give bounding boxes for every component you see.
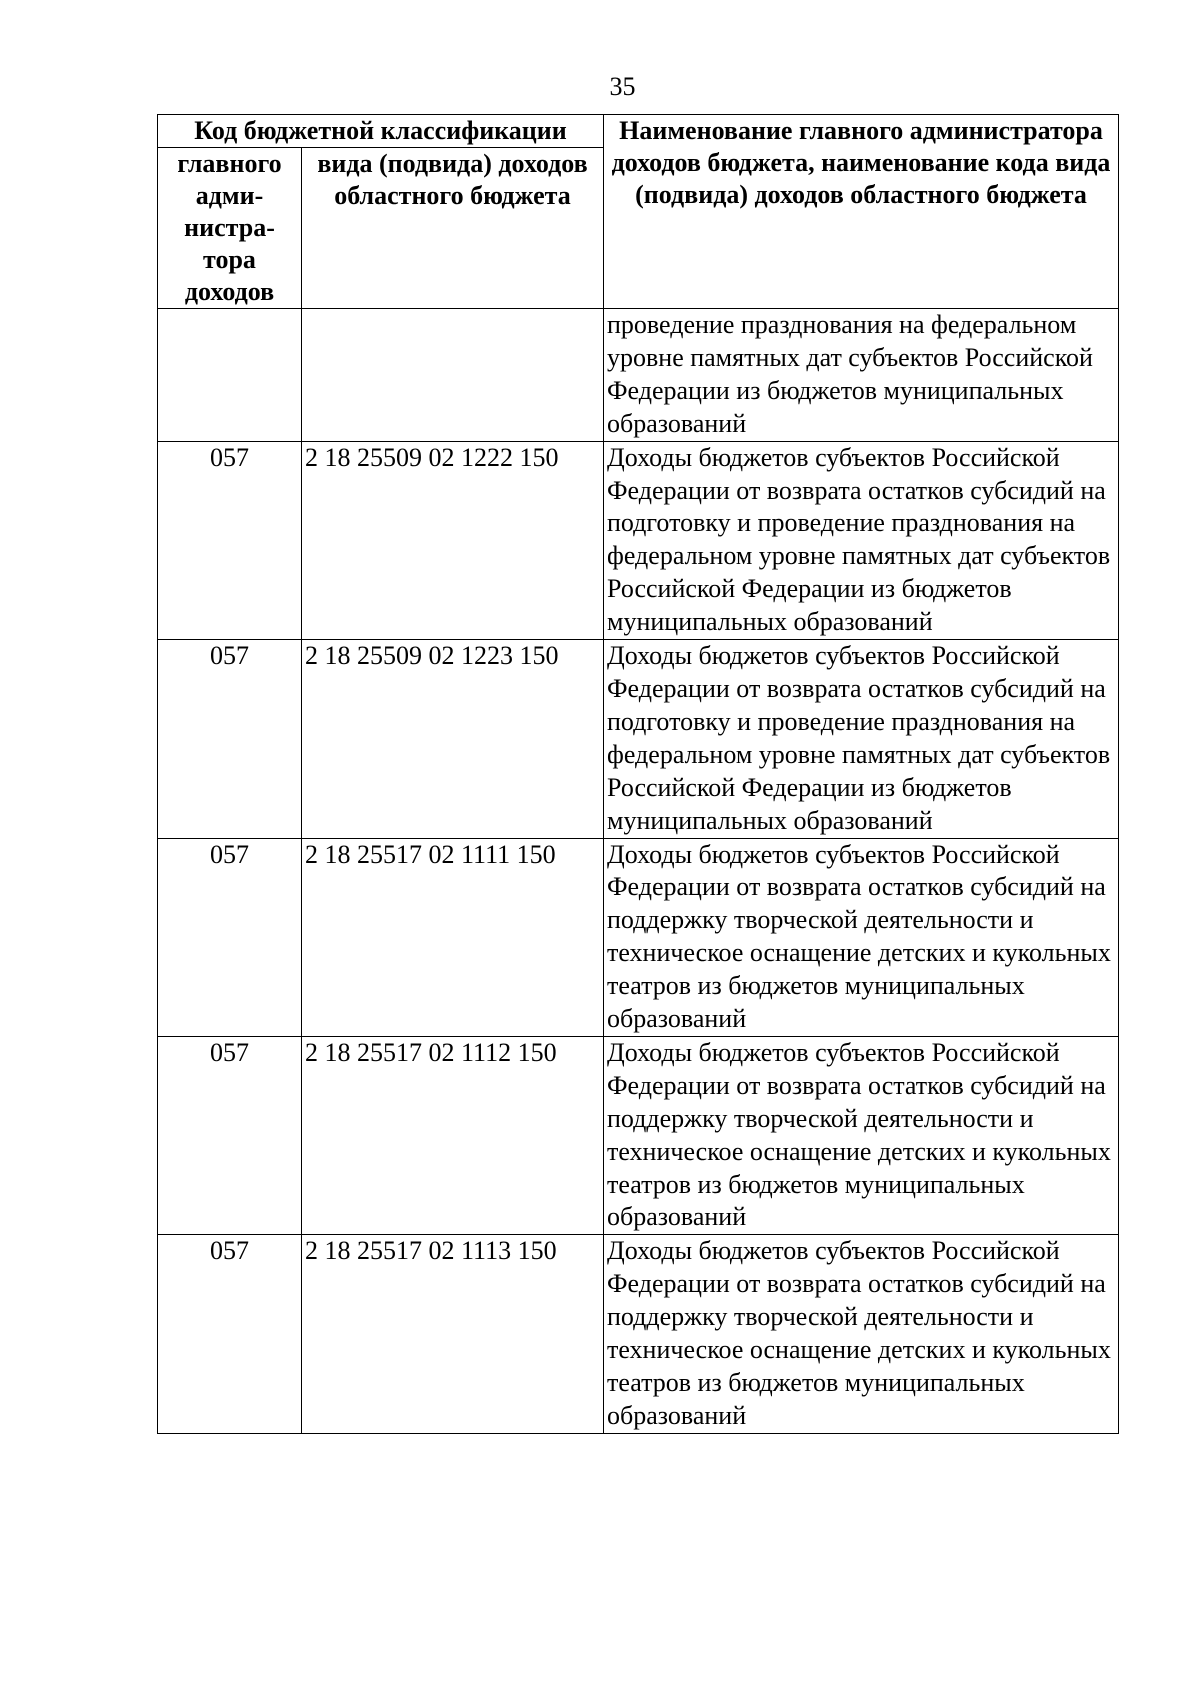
table-row xyxy=(158,838,1119,1036)
table-row xyxy=(158,441,1119,639)
table-row xyxy=(158,309,1119,442)
income-name-cell: Доходы бюджетов субъектов Российской Федерации от возврата остатков субсидий на поддержку творческой деятельности и техническое оснащение детских и кукольных театров из бюджетов муниципальных образований xyxy=(604,838,1119,1036)
header-admin-column: главного адми- нистра- тора доходов xyxy=(158,148,302,309)
income-name-cell: Доходы бюджетов субъектов Российской Федерации от возврата остатков субсидий на поддержку творческой деятельности и техническое оснащение детских и кукольных театров из бюджетов муниципальных образований xyxy=(604,1235,1119,1433)
header-budget-classification-code: Код бюджетной классификации xyxy=(158,115,604,148)
table-row xyxy=(158,1036,1119,1234)
admin-code-cell: 057 xyxy=(158,441,302,639)
page-number: 35 xyxy=(609,72,636,101)
admin-code-cell: 057 xyxy=(158,838,302,1036)
header-code-column: вида (подвида) доходов областного бюджета xyxy=(302,148,604,309)
income-code-cell: 2 18 25517 02 1113 150 xyxy=(302,1235,604,1433)
table-body xyxy=(158,309,1119,1434)
income-name-cell: проведение празднования на федеральном уровне памятных дат субъектов Российской Федерации из бюджетов муниципальных образований xyxy=(604,309,1119,442)
income-name-cell: Доходы бюджетов субъектов Российской Федерации от возврата остатков субсидий на подготовку и проведение празднования на федеральном уровне памятных дат субъектов Российской Федерации из бюджетов муниципальных образований xyxy=(604,441,1119,639)
admin-code-cell: 057 xyxy=(158,640,302,838)
table-header xyxy=(158,115,1119,309)
table-row xyxy=(158,640,1119,838)
income-code-cell: 2 18 25517 02 1112 150 xyxy=(302,1036,604,1234)
admin-code-cell: 057 xyxy=(158,1235,302,1433)
admin-code-cell: 057 xyxy=(158,1036,302,1234)
budget-classification-table xyxy=(157,114,1119,1434)
header-name-column: Наименование главного администратора доходов бюджета, наименование кода вида (подвида) доходов областного бюджета xyxy=(604,115,1119,309)
income-code-cell: 2 18 25517 02 1111 150 xyxy=(302,838,604,1036)
table-row xyxy=(158,1235,1119,1433)
income-name-cell: Доходы бюджетов субъектов Российской Федерации от возврата остатков субсидий на подготовку и проведение празднования на федеральном уровне памятных дат субъектов Российской Федерации из бюджетов муниципальных образований xyxy=(604,640,1119,838)
income-code-cell xyxy=(302,309,604,442)
income-code-cell: 2 18 25509 02 1223 150 xyxy=(302,640,604,838)
income-code-cell: 2 18 25509 02 1222 150 xyxy=(302,441,604,639)
income-name-cell: Доходы бюджетов субъектов Российской Федерации от возврата остатков субсидий на поддержку творческой деятельности и техническое оснащение детских и кукольных театров из бюджетов муниципальных образований xyxy=(604,1036,1119,1234)
admin-code-cell xyxy=(158,309,302,442)
